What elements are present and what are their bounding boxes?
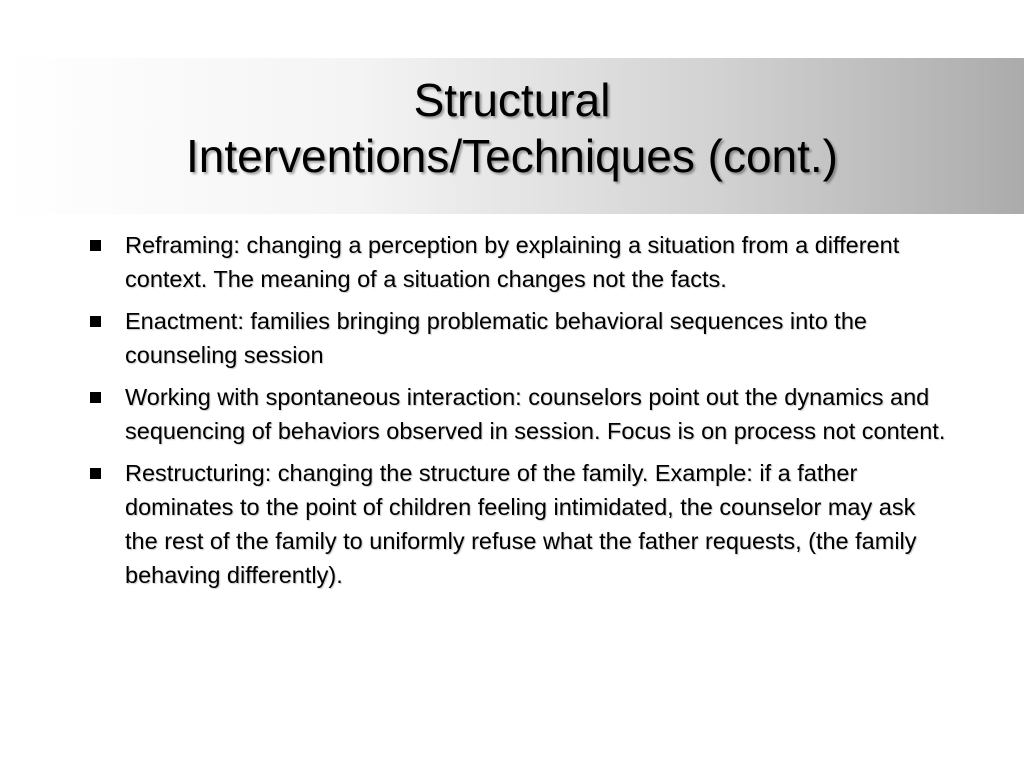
bullet-text: Enactment: families bringing problematic behavioral sequences into the counseling session	[125, 308, 867, 368]
bullet-item-reframing	[86, 228, 946, 296]
bullet-text: Restructuring: changing the structure of the family. Example: if a father dominates to the point of children feeling intimidated, the counselor may ask the rest of the family to uniformly refuse what the father requests, (the family behaving differently).	[125, 460, 917, 588]
bullet-text: Working with spontaneous interaction: counselors point out the dynamics and sequencing of behaviors observed in session. Focus is on process not content.	[125, 384, 946, 444]
bullet-list	[86, 228, 946, 600]
slide-title-line-2: Interventions/Techniques (cont.)	[185, 130, 839, 182]
slide-title	[0, 72, 1024, 184]
square-bullet-icon	[90, 316, 101, 327]
square-bullet-icon	[90, 240, 101, 251]
square-bullet-icon	[90, 468, 101, 479]
bullet-text: Reframing: changing a perception by explaining a situation from a different context. The meaning of a situation changes not the facts.	[125, 232, 900, 292]
bullet-item-spontaneous-interaction	[86, 380, 946, 448]
bullet-item-enactment	[86, 304, 946, 372]
square-bullet-icon	[90, 392, 101, 403]
bullet-item-restructuring	[86, 456, 946, 592]
slide-title-line-1: Structural	[413, 74, 611, 126]
